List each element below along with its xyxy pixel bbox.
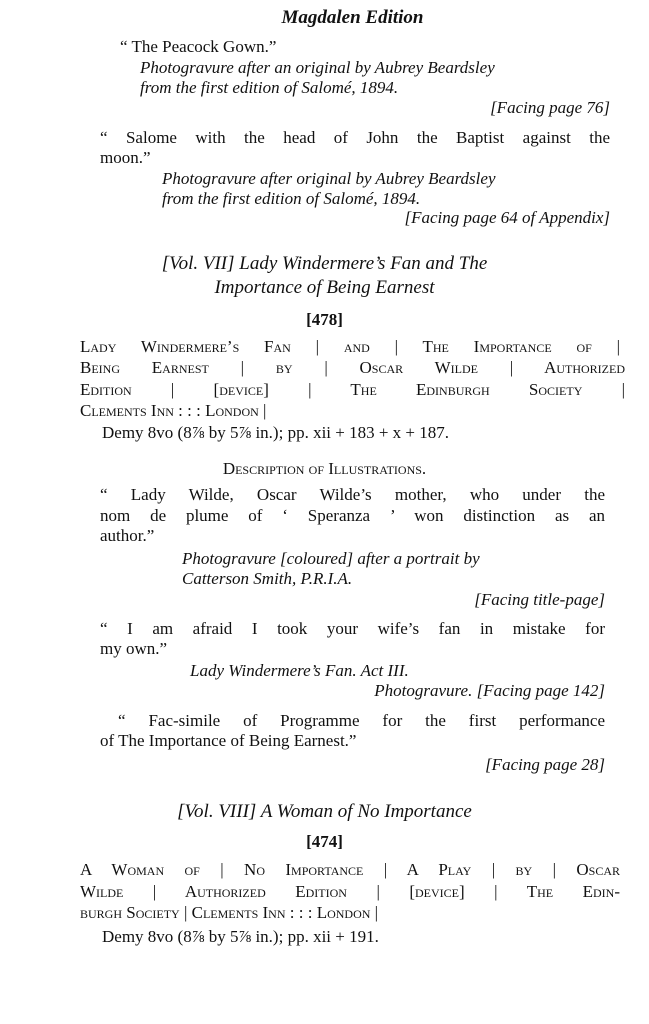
illustration-title: “ The Peacock Gown.” — [120, 37, 277, 56]
illustration-credit: Lady Windermere’s Fan. Act III. — [190, 661, 409, 680]
format-line: Demy 8vo (8⅞ by 5⅞ in.); pp. xii + 191. — [102, 927, 379, 946]
volume-heading: Importance of Being Earnest — [214, 277, 435, 298]
title-page-line: Clements Inn : : : London | — [80, 401, 267, 420]
facing-note: [Facing page 76] — [490, 98, 610, 117]
illustration-title: “ I am afraid I took your wife’s fan in mistake for — [100, 619, 605, 638]
illustration-title: moon.” — [100, 148, 151, 167]
title-page-line: burgh Society | Clements Inn : : : London | — [80, 903, 379, 922]
title-page-line: Wilde | Authorized Edition | [device] | The Edin- — [80, 882, 620, 901]
illustration-title: author.” — [100, 526, 155, 545]
illustration-credit: Photogravure after original by Aubrey Beardsley — [162, 169, 496, 188]
facing-note: Photogravure. [Facing page 142] — [374, 681, 605, 700]
running-head: Magdalen Edition — [281, 7, 424, 28]
volume-heading: [Vol. VIII] A Woman of No Importance — [177, 801, 472, 822]
illustration-credit: from the first edition of Salomé, 1894. — [162, 189, 421, 208]
illustration-title: “ Lady Wilde, Oscar Wilde’s mother, who under the — [100, 485, 605, 504]
volume-heading: [Vol. VII] Lady Windermere’s Fan and The — [161, 253, 488, 274]
illustration-title: “ Salome with the head of John the Baptist against the — [100, 128, 610, 147]
illustration-credit: Photogravure after an original by Aubrey Beardsley — [140, 58, 495, 77]
facing-note: [Facing title-page] — [474, 590, 605, 609]
facing-note: [Facing page 28] — [485, 755, 605, 774]
section-heading: Description of Illustrations. — [222, 459, 427, 478]
entry-number: [474] — [306, 832, 343, 851]
title-page-line: Being Earnest | by | Oscar Wilde | Authorized — [80, 358, 625, 377]
title-page-line: Edition | [device] | The Edinburgh Society | — [80, 380, 625, 399]
facing-note: [Facing page 64 of Appendix] — [404, 208, 610, 227]
format-line: Demy 8vo (8⅞ by 5⅞ in.); pp. xii + 183 + x + 187. — [102, 423, 450, 442]
entry-number: [478] — [306, 310, 343, 329]
illustration-title: nom de plume of ‘ Speranza ’ won distinction as an — [100, 506, 605, 525]
illustration-title: my own.” — [100, 639, 168, 658]
title-page-line: A Woman of | No Importance | A Play | by | Oscar — [80, 860, 620, 879]
illustration-credit: from the first edition of Salomé, 1894. — [140, 78, 399, 97]
illustration-credit: Catterson Smith, P.R.I.A. — [182, 569, 353, 588]
illustration-title: “ Fac-simile of Programme for the first performance — [118, 711, 605, 730]
title-page-line: Lady Windermere’s Fan | and | The Importance of | — [80, 337, 620, 356]
illustration-title: of The Importance of Being Earnest.” — [100, 731, 357, 750]
illustration-credit: Photogravure [coloured] after a portrait by — [182, 549, 480, 568]
